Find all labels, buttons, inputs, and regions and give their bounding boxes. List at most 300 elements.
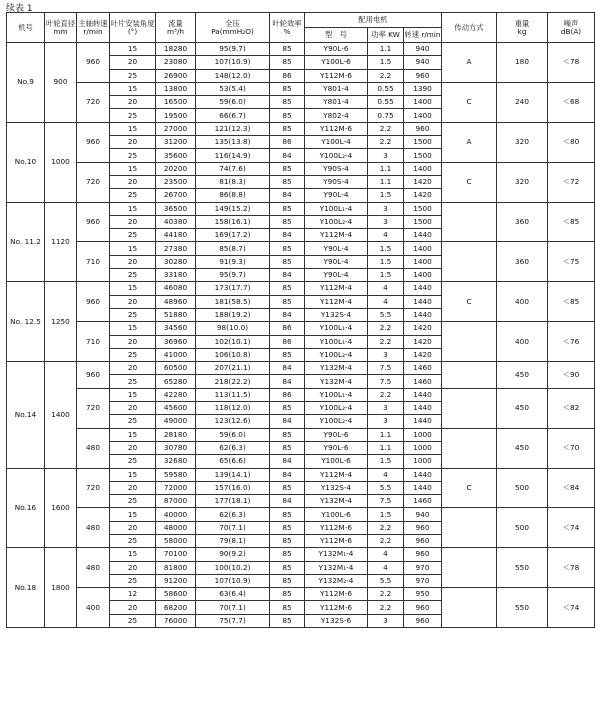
header-angle: 叶片安装角度 (°) [110,13,156,43]
motor-speed-cell: 1460 [404,375,442,388]
header-speed: 主轴转速 r/min [77,13,110,43]
pressure-cell: 177(18.1) [196,495,270,508]
motor-speed-cell: 970 [404,574,442,587]
motor-power-cell: 2.2 [368,69,404,82]
motor-speed-cell: 1500 [404,202,442,215]
noise-cell: ＜68 [548,82,595,122]
speed-cell: 720 [77,162,110,202]
pressure-cell: 62(6.3) [196,441,270,454]
motor-type-cell: Y801-4 [305,96,368,109]
motor-type-cell: Y90L-4 [305,269,368,282]
efficiency-cell: 85 [270,481,305,494]
motor-type-cell: Y132S-4 [305,481,368,494]
pressure-cell: 70(7.1) [196,601,270,614]
motor-power-cell: 1.5 [368,56,404,69]
diameter-cell: 1120 [45,202,77,282]
efficiency-cell: 84 [270,189,305,202]
pressure-cell: 135(13.8) [196,136,270,149]
angle-cell: 25 [110,109,156,122]
pressure-cell: 70(7.1) [196,521,270,534]
flow-cell: 34560 [156,322,196,335]
motor-type-cell: Y100L₂-4 [305,149,368,162]
flow-cell: 20200 [156,162,196,175]
angle-cell: 15 [110,548,156,561]
flow-cell: 60500 [156,362,196,375]
motor-type-cell: Y801-4 [305,82,368,95]
flow-cell: 30280 [156,255,196,268]
angle-cell: 15 [110,428,156,441]
pressure-cell: 85(8.7) [196,242,270,255]
motor-power-cell: 4 [368,295,404,308]
motor-speed-cell: 960 [404,548,442,561]
table-row [7,82,595,95]
motor-power-cell: 1.1 [368,162,404,175]
motor-speed-cell: 1440 [404,229,442,242]
motor-power-cell: 1.1 [368,441,404,454]
flow-cell: 49000 [156,415,196,428]
motor-speed-cell: 1440 [404,388,442,401]
speed-cell: 480 [77,508,110,548]
motor-power-cell: 1.1 [368,428,404,441]
motor-type-cell: Y100L-6 [305,56,368,69]
pressure-cell: 90(9.2) [196,548,270,561]
motor-type-cell: Y100L₂-4 [305,348,368,361]
motor-type-cell: Y802-4 [305,109,368,122]
flow-cell: 42280 [156,388,196,401]
motor-speed-cell: 1440 [404,481,442,494]
motor-type-cell: Y90S-4 [305,175,368,188]
noise-cell: ＜78 [548,43,595,83]
flow-cell: 48960 [156,295,196,308]
pressure-cell: 91(9.3) [196,255,270,268]
motor-power-cell: 1.5 [368,189,404,202]
angle-cell: 25 [110,269,156,282]
motor-speed-cell: 1000 [404,428,442,441]
drive-cell [442,508,497,548]
motor-power-cell: 2.2 [368,335,404,348]
motor-power-cell: 4 [368,561,404,574]
angle-cell: 15 [110,322,156,335]
noise-cell: ＜90 [548,362,595,389]
angle-cell: 20 [110,402,156,415]
noise-cell: ＜72 [548,162,595,202]
angle-cell: 15 [110,282,156,295]
motor-power-cell: 3 [368,415,404,428]
flow-cell: 19500 [156,109,196,122]
motor-speed-cell: 940 [404,43,442,56]
efficiency-cell: 86 [270,388,305,401]
angle-cell: 15 [110,43,156,56]
noise-cell: ＜80 [548,122,595,162]
speed-cell: 960 [77,122,110,162]
efficiency-cell: 85 [270,521,305,534]
header-diameter: 叶轮直径 mm [45,13,77,43]
table-row [7,122,595,135]
speed-cell: 400 [77,588,110,628]
drive-cell: C [442,82,497,122]
table-row [7,282,595,295]
noise-cell: ＜84 [548,468,595,508]
motor-type-cell: Y112M-4 [305,295,368,308]
speed-cell: 710 [77,242,110,282]
efficiency-cell: 84 [270,468,305,481]
motor-power-cell: 3 [368,215,404,228]
motor-type-cell: Y112M-4 [305,229,368,242]
motor-type-cell: Y100L₂-4 [305,215,368,228]
efficiency-cell: 85 [270,561,305,574]
motor-type-cell: Y100L₂-4 [305,402,368,415]
noise-cell: ＜78 [548,548,595,588]
efficiency-cell: 85 [270,282,305,295]
flow-cell: 40380 [156,215,196,228]
angle-cell: 20 [110,481,156,494]
flow-cell: 18280 [156,43,196,56]
motor-speed-cell: 1440 [404,402,442,415]
angle-cell: 20 [110,521,156,534]
angle-cell: 20 [110,335,156,348]
efficiency-cell: 86 [270,335,305,348]
table-row [7,162,595,175]
speed-cell: 720 [77,82,110,122]
pressure-cell: 62(6.3) [196,508,270,521]
model-no-cell: No. 11.2 [7,202,45,282]
drive-cell: C [442,468,497,508]
motor-power-cell: 5.5 [368,308,404,321]
header-flow: 流量 m³/h [156,13,196,43]
pressure-cell: 102(10.1) [196,335,270,348]
flow-cell: 23500 [156,175,196,188]
header-model-no: 机号 [7,13,45,43]
flow-cell: 65280 [156,375,196,388]
speed-cell: 720 [77,468,110,508]
motor-power-cell: 4 [368,282,404,295]
speed-cell: 960 [77,362,110,389]
angle-cell: 20 [110,295,156,308]
efficiency-cell: 84 [270,375,305,388]
pressure-cell: 207(21.1) [196,362,270,375]
pressure-cell: 59(6.0) [196,428,270,441]
angle-cell: 20 [110,215,156,228]
motor-speed-cell: 1460 [404,362,442,375]
motor-type-cell: Y112M-4 [305,282,368,295]
table-header [7,13,595,43]
pressure-cell: 98(10.0) [196,322,270,335]
motor-speed-cell: 1420 [404,322,442,335]
header-noise: 噪声 dB(A) [548,13,595,43]
pressure-cell: 139(14.1) [196,468,270,481]
motor-type-cell: Y112M-6 [305,122,368,135]
flow-cell: 76000 [156,614,196,627]
table-body [7,43,595,628]
motor-power-cell: 3 [368,348,404,361]
pressure-cell: 81(8.3) [196,175,270,188]
header-drive: 传动方式 [442,13,497,43]
motor-speed-cell: 1400 [404,109,442,122]
angle-cell: 25 [110,69,156,82]
flow-cell: 70100 [156,548,196,561]
efficiency-cell: 85 [270,574,305,587]
weight-cell: 360 [497,202,548,242]
weight-cell: 450 [497,428,548,468]
motor-speed-cell: 1000 [404,441,442,454]
efficiency-cell: 85 [270,402,305,415]
motor-type-cell: Y132M-4 [305,495,368,508]
motor-speed-cell: 940 [404,56,442,69]
efficiency-cell: 85 [270,295,305,308]
table-caption: 续表 1 [6,4,33,14]
motor-speed-cell: 1440 [404,295,442,308]
drive-cell: A [442,43,497,83]
weight-cell: 450 [497,362,548,389]
efficiency-cell: 84 [270,149,305,162]
efficiency-cell: 85 [270,614,305,627]
speed-cell: 480 [77,548,110,588]
motor-speed-cell: 1390 [404,82,442,95]
motor-speed-cell: 1400 [404,269,442,282]
angle-cell: 20 [110,175,156,188]
flow-cell: 16500 [156,96,196,109]
table-row [7,242,595,255]
weight-cell: 450 [497,388,548,428]
angle-cell: 25 [110,308,156,321]
flow-cell: 30780 [156,441,196,454]
weight-cell: 320 [497,162,548,202]
weight-cell: 500 [497,468,548,508]
noise-cell: ＜74 [548,588,595,628]
motor-power-cell: 7.5 [368,495,404,508]
motor-power-cell: 0.75 [368,109,404,122]
angle-cell: 25 [110,495,156,508]
angle-cell: 25 [110,229,156,242]
angle-cell: 20 [110,96,156,109]
angle-cell: 25 [110,375,156,388]
table-row [7,202,595,215]
angle-cell: 25 [110,614,156,627]
table-row [7,468,595,481]
drive-cell [442,588,497,628]
flow-cell: 68200 [156,601,196,614]
motor-power-cell: 3 [368,614,404,627]
pressure-cell: 118(12.0) [196,402,270,415]
drive-cell [442,322,497,362]
flow-cell: 36960 [156,335,196,348]
pressure-cell: 181(58.5) [196,295,270,308]
flow-cell: 48000 [156,521,196,534]
table-row [7,428,595,441]
efficiency-cell: 85 [270,56,305,69]
motor-power-cell: 2.2 [368,521,404,534]
angle-cell: 25 [110,189,156,202]
drive-cell [442,242,497,282]
motor-speed-cell: 1500 [404,136,442,149]
flow-cell: 51880 [156,308,196,321]
weight-cell: 360 [497,242,548,282]
motor-type-cell: Y132M₁-4 [305,561,368,574]
motor-type-cell: Y90L-6 [305,441,368,454]
flow-cell: 45600 [156,402,196,415]
efficiency-cell: 84 [270,455,305,468]
angle-cell: 15 [110,388,156,401]
pressure-cell: 113(11.5) [196,388,270,401]
motor-speed-cell: 960 [404,614,442,627]
efficiency-cell: 85 [270,162,305,175]
motor-type-cell: Y100L-4 [305,136,368,149]
motor-type-cell: Y132M-4 [305,375,368,388]
header-motor: 配用电机 [305,13,442,28]
efficiency-cell: 85 [270,122,305,135]
flow-cell: 26900 [156,69,196,82]
motor-power-cell: 3 [368,149,404,162]
angle-cell: 15 [110,162,156,175]
header-pressure: 全压 Pa(mmH₂O) [196,13,270,43]
efficiency-cell: 86 [270,136,305,149]
motor-type-cell: Y132M-4 [305,362,368,375]
motor-power-cell: 4 [368,229,404,242]
pressure-cell: 157(16.0) [196,481,270,494]
flow-cell: 26700 [156,189,196,202]
speed-cell: 710 [77,322,110,362]
flow-cell: 28180 [156,428,196,441]
motor-power-cell: 2.2 [368,588,404,601]
motor-type-cell: Y112M-6 [305,521,368,534]
efficiency-cell: 85 [270,348,305,361]
motor-speed-cell: 1400 [404,255,442,268]
header-motor-power: 功率 KW [368,28,404,43]
model-no-cell: No.16 [7,468,45,548]
pressure-cell: 86(8.8) [196,189,270,202]
motor-speed-cell: 1440 [404,282,442,295]
diameter-cell: 1400 [45,362,77,468]
model-no-cell: No.10 [7,122,45,202]
pressure-cell: 74(7.6) [196,162,270,175]
flow-cell: 13800 [156,82,196,95]
motor-type-cell: Y112M-6 [305,534,368,547]
pressure-cell: 106(10.8) [196,348,270,361]
motor-speed-cell: 1420 [404,348,442,361]
motor-power-cell: 2.2 [368,601,404,614]
header-motor-speed: 转速 r/min [404,28,442,43]
angle-cell: 25 [110,149,156,162]
motor-power-cell: 2.2 [368,388,404,401]
motor-type-cell: Y132S-4 [305,308,368,321]
angle-cell: 15 [110,122,156,135]
motor-type-cell: Y90L-4 [305,255,368,268]
flow-cell: 91200 [156,574,196,587]
motor-power-cell: 4 [368,468,404,481]
motor-power-cell: 1.1 [368,43,404,56]
pressure-cell: 107(10.9) [196,574,270,587]
motor-speed-cell: 1420 [404,189,442,202]
efficiency-cell: 85 [270,255,305,268]
efficiency-cell: 85 [270,548,305,561]
diameter-cell: 900 [45,43,77,123]
efficiency-cell: 84 [270,495,305,508]
motor-power-cell: 1.5 [368,269,404,282]
efficiency-cell: 84 [270,308,305,321]
efficiency-cell: 85 [270,215,305,228]
motor-speed-cell: 1420 [404,335,442,348]
motor-speed-cell: 1400 [404,242,442,255]
angle-cell: 25 [110,455,156,468]
angle-cell: 20 [110,136,156,149]
flow-cell: 72000 [156,481,196,494]
angle-cell: 25 [110,415,156,428]
weight-cell: 320 [497,122,548,162]
efficiency-cell: 85 [270,588,305,601]
motor-type-cell: Y112M-4 [305,468,368,481]
model-no-cell: No.14 [7,362,45,468]
efficiency-cell: 85 [270,175,305,188]
motor-power-cell: 2.2 [368,322,404,335]
speed-cell: 480 [77,428,110,468]
drive-cell [442,202,497,242]
model-no-cell: No.9 [7,43,45,123]
motor-speed-cell: 1440 [404,308,442,321]
drive-cell [442,388,497,428]
drive-cell [442,548,497,588]
motor-power-cell: 7.5 [368,362,404,375]
angle-cell: 15 [110,242,156,255]
motor-speed-cell: 940 [404,508,442,521]
motor-type-cell: Y100L-6 [305,508,368,521]
angle-cell: 15 [110,82,156,95]
pressure-cell: 65(6.6) [196,455,270,468]
motor-type-cell: Y90L-4 [305,242,368,255]
drive-cell [442,428,497,468]
motor-speed-cell: 960 [404,534,442,547]
motor-type-cell: Y112M-6 [305,69,368,82]
pressure-cell: 59(6.0) [196,96,270,109]
motor-speed-cell: 970 [404,561,442,574]
flow-cell: 41000 [156,348,196,361]
drive-cell [442,362,497,389]
pressure-cell: 63(6.4) [196,588,270,601]
pressure-cell: 66(6.7) [196,109,270,122]
angle-cell: 15 [110,508,156,521]
motor-power-cell: 1.5 [368,255,404,268]
motor-type-cell: Y100L₂-4 [305,415,368,428]
efficiency-cell: 85 [270,242,305,255]
motor-power-cell: 1.1 [368,175,404,188]
angle-cell: 25 [110,534,156,547]
header-weight: 重量 kg [497,13,548,43]
pressure-cell: 79(8.1) [196,534,270,547]
noise-cell: ＜85 [548,202,595,242]
motor-speed-cell: 1000 [404,455,442,468]
model-no-cell: No.18 [7,548,45,628]
table-row [7,388,595,401]
motor-type-cell: Y112M-6 [305,601,368,614]
diameter-cell: 1800 [45,548,77,628]
motor-power-cell: 5.5 [368,481,404,494]
motor-speed-cell: 950 [404,588,442,601]
header-efficiency: 叶轮效率 % [270,13,305,43]
motor-speed-cell: 1500 [404,149,442,162]
motor-type-cell: Y132S-6 [305,614,368,627]
motor-type-cell: Y90L-4 [305,189,368,202]
pressure-cell: 148(12.0) [196,69,270,82]
efficiency-cell: 85 [270,601,305,614]
motor-speed-cell: 960 [404,601,442,614]
noise-cell: ＜76 [548,322,595,362]
flow-cell: 58600 [156,588,196,601]
motor-power-cell: 3 [368,202,404,215]
motor-power-cell: 1.5 [368,455,404,468]
flow-cell: 35600 [156,149,196,162]
noise-cell: ＜70 [548,428,595,468]
motor-type-cell: Y100L₁-4 [305,335,368,348]
angle-cell: 25 [110,574,156,587]
